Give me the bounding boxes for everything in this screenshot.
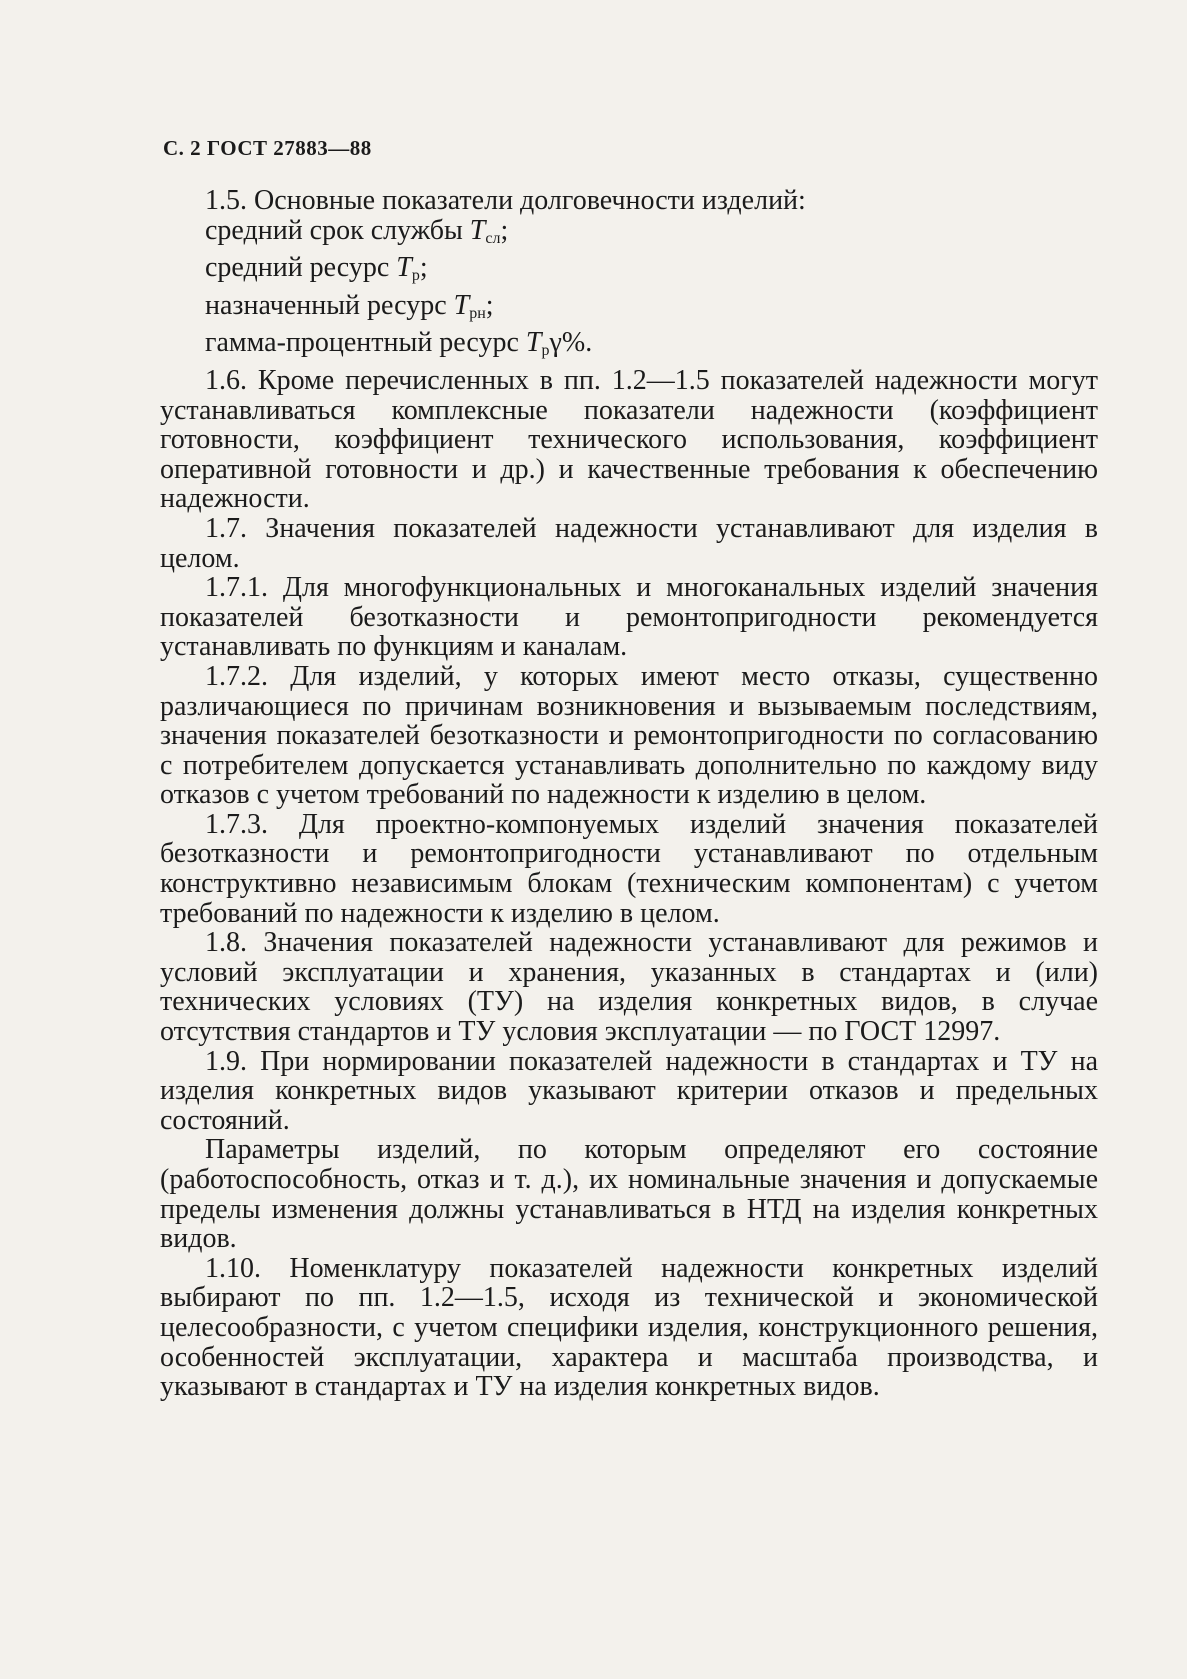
list-item-mean-service-life: средний срок службы $T_{сл}$; (205, 214, 509, 247)
paragraph-1-7-3: 1.7.3. Для проектно-компонуемых изделий значения показателей безотказности и ремонтопригодности устанавливают по отдельным конструктивно независимым блокам (техническим компонентам) с учетом требований по надежности к изделию в целом. (160, 808, 1098, 929)
list-item-assigned-resource: назначенный ресурс $T_{рн}$; (205, 289, 494, 322)
paragraph-1-7: 1.7. Значения показателей надежности устанавливают для изделия в целом. (160, 512, 1098, 574)
paragraph-1-5: 1.5. Основные показатели долговечности изделий: (205, 185, 806, 216)
paragraph-1-8: 1.8. Значения показателей надежности устанавливают для режимов и условий эксплуатации и хранения, указанных в стандартах и (или) технических условиях (ТУ) на изделия конкретных видов, в случае отсутствия стандартов и ТУ условия эксплуатации — по ГОСТ 12997. (160, 927, 1098, 1048)
document-body (160, 186, 1098, 1402)
paragraph-1-7-2: 1.7.2. Для изделий, у которых имеют место отказы, существенно различающиеся по причинам возникновения и вызываемым последствиям, значения показателей безотказности и ремонтопригодности по согласованию с потребителем допускается устанавливать дополнительно по каждому виду отказов с учетом требований по надежности к изделию в целом. (160, 660, 1098, 811)
standard-designation: ГОСТ 27883—88 (206, 136, 372, 160)
list-item-mean-resource: средний ресурс $T_р$; (205, 252, 428, 285)
paragraph-1-9: 1.9. При нормировании показателей надежности в стандартах и ТУ на изделия конкретных видов указывают критерии отказов и предельных состояний. (160, 1045, 1098, 1136)
paragraph-1-9-parameters: Параметры изделий, по которым определяют его состояние (работоспособность, отказ и т. д.), их номинальные значения и допускаемые пределы изменения должны устанавливаться в НТД на изделия конкретных видов. (160, 1134, 1098, 1255)
paragraph-1-7-1: 1.7.1. Для многофункциональных и многоканальных изделий значения показателей безотказности и ремонтопригодности рекомендуется устанавливать по функциям и каналам. (160, 572, 1098, 663)
page-number: С. 2 (163, 136, 202, 160)
paragraph-1-6: 1.6. Кроме перечисленных в пп. 1.2—1.5 показателей надежности могут устанавливаться комплексные показатели надежности (коэффициент готовности, коэффициент технического использования, коэффициент оперативной готовности и др.) и качественные требования к обеспечению надежности. (160, 364, 1098, 515)
paragraph-1-10: 1.10. Номенклатуру показателей надежности конкретных изделий выбирают по пп. 1.2—1.5, исходя из технической и экономической целесообразности, с учетом специфики изделия, конструкционного решения, особенностей эксплуатации, характера и масштаба производства, и указывают в стандартах и ТУ на изделия конкретных видов. (160, 1252, 1098, 1403)
page-header (163, 136, 372, 161)
list-item-gamma-percent-resource: гамма-процентный ресурс $T_р\gamma\%$. (205, 327, 593, 360)
